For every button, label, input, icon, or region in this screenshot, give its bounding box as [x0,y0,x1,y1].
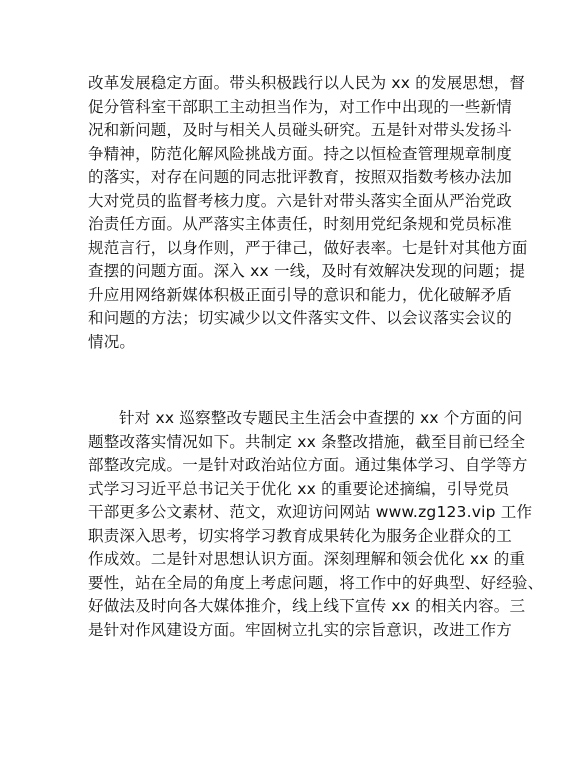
paragraph-2 [88,407,544,642]
text-line: 促分管科室干部职工主动担当作为，对工作中出现的一些新情 [88,97,512,116]
text-line: 是针对作风建设方面。牢固树立扎实的宗旨意识，改进工作方 [88,620,512,639]
text-line: 和问题的方法；切实减少以文件落实文件、以会议落实会议的 [88,309,512,327]
text-line: 要性，站在全局的角度上考虑问题，将工作中的好典型、好经验、 [88,573,544,592]
text-line: 针对 xx 巡察整改专题民主生活会中查摆的 xx 个方面的问 [119,409,523,427]
text-line: 大对党员的监督考核力度。六是针对带头落实全面从严治党政 [88,191,512,210]
paragraph-1 [88,72,528,354]
text-line: 治责任方面。从严落实主体责任，时刻用党纪条规和党员标准 [88,215,512,233]
text-line: 职责深入思考，切实将学习教育成果转化为服务企业群众的工 [88,526,512,545]
text-line: 作成效。二是针对思想认识方面。深刻理解和领会优化 xx 的重 [88,550,526,568]
text-line: 规范言行，以身作则，严于律己，做好表率。七是针对其他方面 [88,238,528,257]
text-line: 改革发展稳定方面。带头积极践行以人民为 xx 的发展思想，督 [88,74,526,92]
text-line: 好做法及时向各大媒体推介，线上线下宣传 xx 的相关内容。三 [88,597,526,615]
text-line: 干部更多公文素材、范文，欢迎访问网站 www.zg123.vip 工作 [88,503,533,521]
text-line: 争精神，防范化解风险挑战方面。持之以恒检查管理规章制度 [88,144,512,163]
text-line: 查摆的问题方面。深入 xx 一线，及时有效解决发现的问题；提 [88,262,526,280]
text-line: 的落实，对存在问题的同志批评教育，按照双指数考核办法加 [88,168,512,186]
text-line: 题整改落实情况如下。共制定 xx 条整改措施，截至目前已经全 [88,432,526,451]
text-line: 情况。 [88,332,136,351]
text-line: 式学习习近平总书记关于优化 xx 的重要论述摘编，引导党员 [88,479,510,498]
text-line: 升应用网络新媒体积极正面引导的意识和能力，优化破解矛盾 [88,285,512,304]
text-line: 况和新问题，及时与相关人员碰头研究。五是针对带头发扬斗 [88,121,512,139]
text-line: 部整改完成。一是针对政治站位方面。通过集体学习、自学等方 [88,456,528,474]
